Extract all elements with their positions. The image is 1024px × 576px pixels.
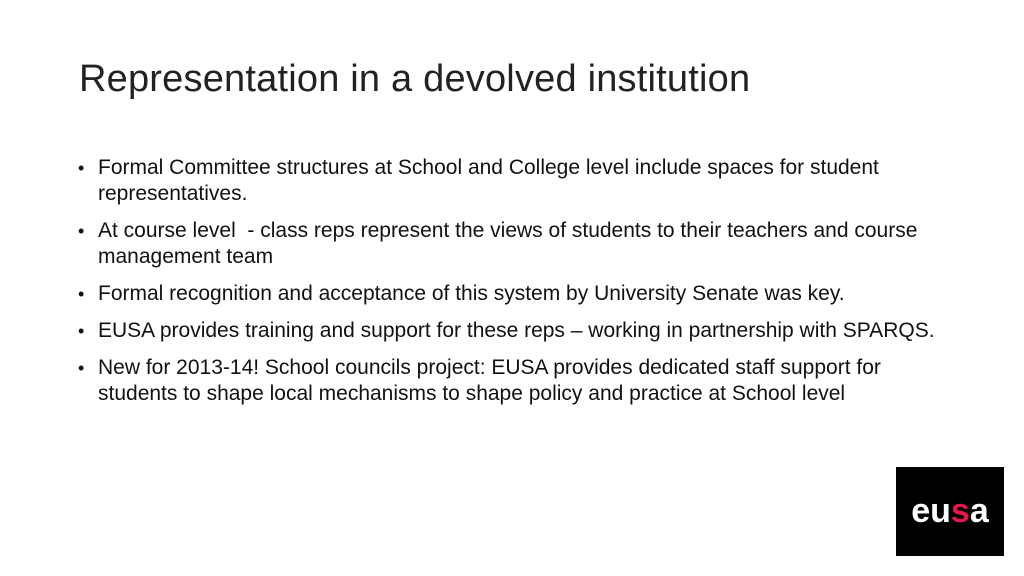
bullet-marker: •	[78, 158, 85, 178]
bullet-text: Formal recognition and acceptance of this system by University Senate was key.	[98, 282, 845, 305]
logo-text	[911, 492, 990, 530]
bullet-text: Formal Committee structures at School and College level include spaces for student representatives.	[98, 156, 879, 205]
bullet-text: EUSA provides training and support for these reps – working in partnership with SPARQS.	[98, 319, 935, 342]
logo-text-accent: s	[950, 491, 970, 530]
bullet-item	[78, 155, 948, 207]
bullet-item	[78, 355, 948, 407]
bullet-item	[78, 218, 948, 270]
bullet-item	[78, 318, 948, 344]
eusa-logo-wordmark	[902, 492, 998, 532]
eusa-logo	[896, 467, 1004, 556]
bullet-marker: •	[78, 221, 85, 241]
bullet-marker: •	[78, 321, 85, 341]
logo-text-left: eu	[911, 491, 951, 530]
bullet-marker: •	[78, 358, 85, 378]
bullet-text: At course level - class reps represent the views of students to their teachers and course management team	[98, 219, 924, 268]
bullet-item	[78, 281, 948, 307]
slide-title: Representation in a devolved institution	[79, 58, 751, 100]
bullet-text: New for 2013-14! School councils project: EUSA provides dedicated staff support for students to shape local mechanisms to shape policy and practice at School level	[98, 356, 881, 405]
bullet-marker: •	[78, 284, 85, 304]
bullet-list	[78, 155, 948, 418]
logo-text-right: a	[969, 491, 989, 530]
